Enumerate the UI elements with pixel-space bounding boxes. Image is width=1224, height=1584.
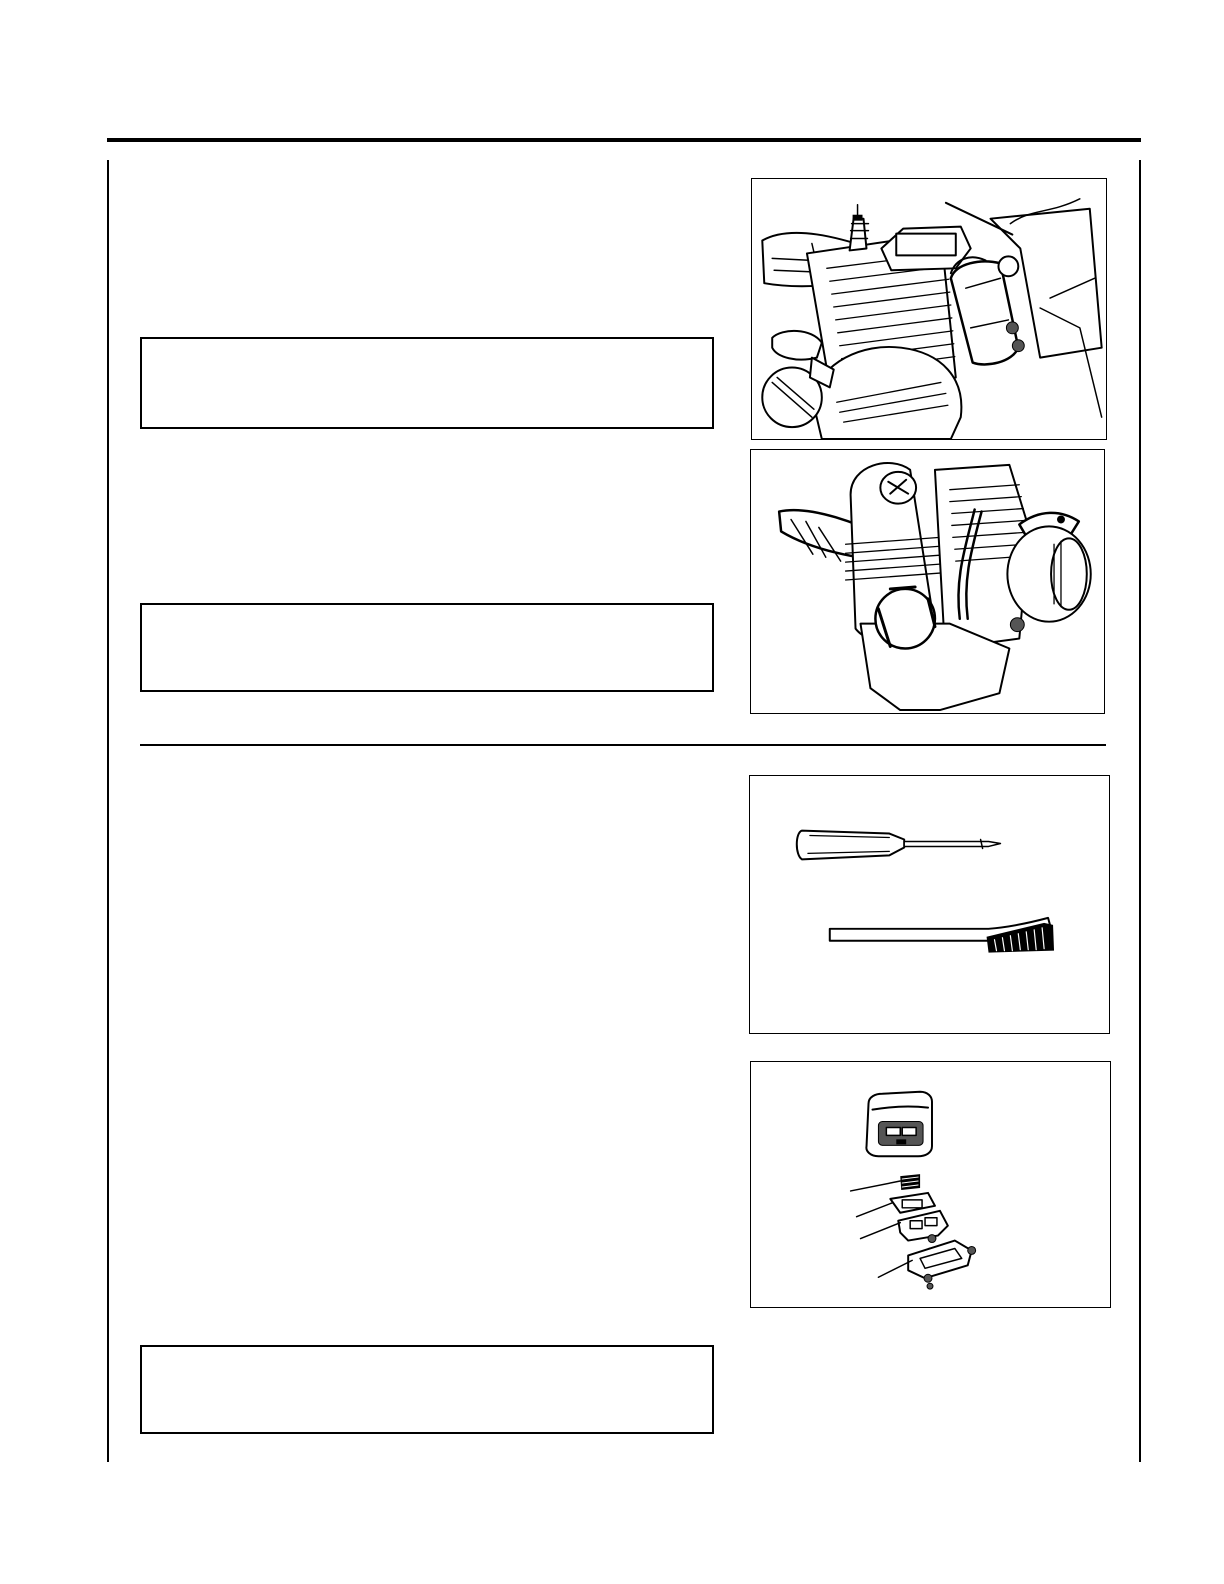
figure-muffler-exploded — [750, 1061, 1111, 1308]
note-box-3 — [140, 1345, 714, 1434]
engine-side-fuel-tank-icon — [751, 450, 1104, 713]
engine-top-spark-plug-icon — [752, 179, 1106, 439]
note-box-2 — [140, 603, 714, 692]
figure-engine-top — [751, 178, 1107, 440]
screwdriver-and-wire-brush-icon — [750, 776, 1109, 1033]
muffler-exploded-view-icon — [751, 1062, 1110, 1307]
right-margin-line — [1139, 160, 1141, 1462]
figure-engine-side — [750, 449, 1105, 714]
left-margin-line — [107, 160, 109, 1462]
section-divider — [140, 744, 1106, 746]
note-box-1 — [140, 337, 714, 429]
figure-tools — [749, 775, 1110, 1034]
header-rule — [107, 138, 1141, 142]
